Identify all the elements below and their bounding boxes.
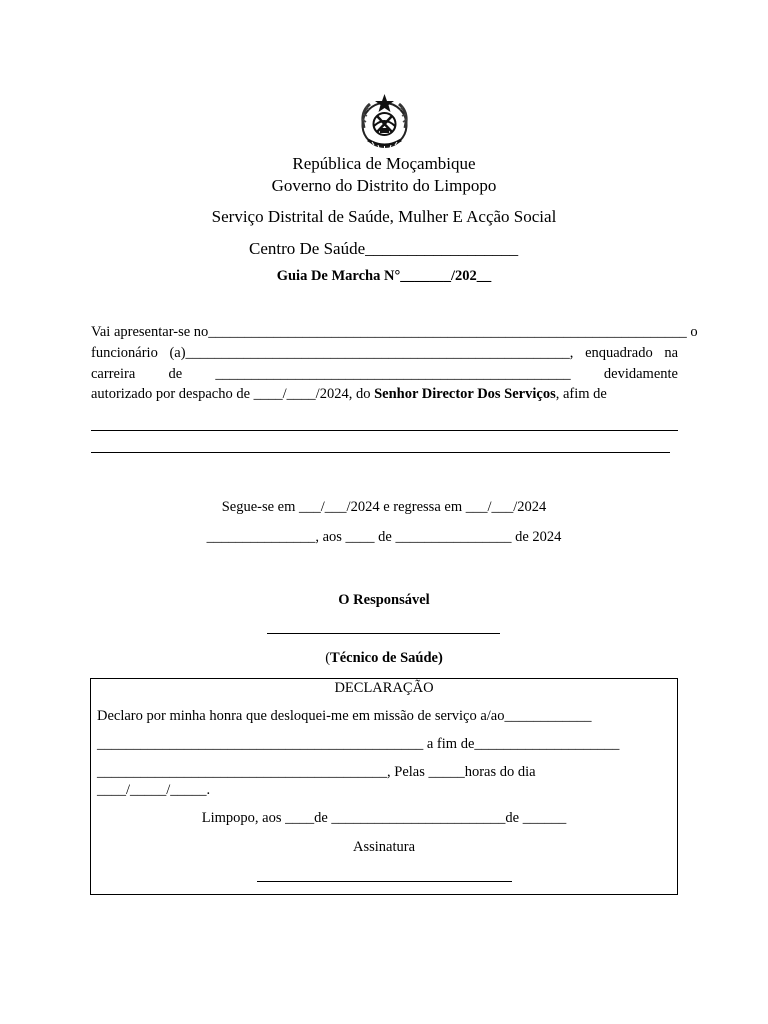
- body-line-2: funcionário (a)_____________________________________________________, enquadrado na: [91, 345, 679, 361]
- travel-dates: Segue-se em ___/___/2024 e regressa em ___/___/2024: [221, 499, 547, 515]
- body-line-4: autorizado por despacho de ____/____/2024, do Senhor Director Dos Serviços, afim de: [91, 386, 607, 402]
- purpose-line-2: [91, 452, 670, 453]
- declaration-line-1: Declaro por minha honra que desloquei-me em missão de serviço a/ao____________: [97, 708, 592, 724]
- responsible-role: (Técnico de Saúde): [325, 650, 443, 666]
- coat-of-arms-emblem: [356, 92, 413, 152]
- presentation-place-field: Vai apresentar-se no__________________________________________________________________: [91, 324, 687, 340]
- career-field: _________________________________________________: [215, 366, 571, 382]
- declaration-line-4: ____/_____/_____.: [97, 782, 211, 798]
- responsible-signature-line: [267, 633, 500, 634]
- body-line-3: carreira de _________________________________________________ devidamente: [91, 366, 678, 382]
- guide-title: Guia De Marcha N°_______/202__: [276, 268, 492, 284]
- health-center-field: Centro De Saúde__________________: [249, 239, 519, 258]
- purpose-line-1: [91, 430, 678, 431]
- republic-name: República de Moçambique: [292, 154, 476, 173]
- director-title: Senhor Director Dos Serviços: [374, 386, 556, 402]
- declaration-line-2: _____________________________________________ a fim de____________________: [97, 736, 620, 752]
- declaration-box: [90, 678, 678, 895]
- body-line-1: Vai apresentar-se no__________________________________________________________________ o: [91, 324, 698, 340]
- place-and-date: _______________, aos ____ de ________________ de 2024: [206, 529, 562, 545]
- service-name: Serviço Distrital de Saúde, Mulher E Acção Social: [211, 207, 557, 226]
- government-name: Governo do Distrito do Limpopo: [271, 176, 497, 195]
- declaration-line-3: ________________________________________, Pelas _____horas do dia: [97, 764, 536, 780]
- responsible-title: O Responsável: [338, 592, 430, 608]
- employee-name-field: funcionário (a)_____________________________________________________,: [91, 345, 574, 361]
- signature-label: Assinatura: [352, 839, 415, 855]
- declaration-signature-line: [257, 881, 512, 882]
- declaration-title: DECLARAÇÃO: [334, 680, 434, 696]
- declaration-place-date: Limpopo, aos ____de ________________________de ______: [201, 810, 567, 826]
